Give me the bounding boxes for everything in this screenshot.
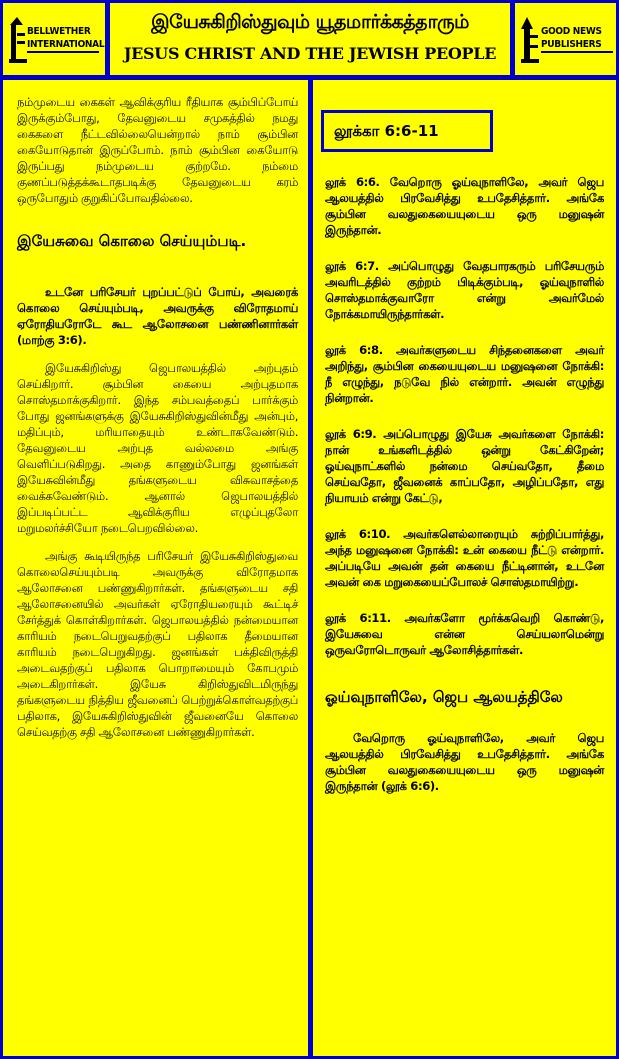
bellwether-logo-icon [9,17,27,63]
body-paragraph-2: இயேசுகிறிஸ்து ஜெபாலயத்தில் அற்புதம் செய்கிறார். சூம்பின கையை அற்புதமாக சொஸ்தமாக்குகிறார். இந்த சம்பவத்தைப் பார்க்கும் போது ஜனங்களுக்கு இயேசுகிறிஸ்துவின்மீது அன்பும், மதிப்பும், மரியாதையும் உண்டாகவேண்டும். தேவனுடைய அற்புத வல்லமை அங்கு வெளிப்படுகிறது. அதை காணும்போது ஜனங்கள் இயேசுவின்மீது தங்களுடைய விசுவாசத்தை வைக்கவேண்டும். ஆனால் ஜெபாலயத்தில் இப்படிப்பட்ட ஆவிக்குரிய எழுப்புதலோ மறுமலர்ச்சியோ நடைபெறவில்லை. [17,361,298,535]
section-heading: இயேசுவை கொலை செய்யும்படி. [17,232,247,250]
verse-6-7: லூக் 6:7. அப்பொழுது வேதபாரகரும் பரிசேயரும் அவரிடத்தில் குற்றம் பிடிக்கும்படி, ஓய்வுநாளில் சொஸ்தமாக்குவாரோ என்று அவர்மேல் நோக்கமாயிருந்தார்கள். [325,259,604,321]
right-logo-line2: PUBLISHERS [541,39,602,50]
title-english: JESUS CHRIST AND THE JEWISH PEOPLE [123,44,497,63]
page-header [110,3,510,75]
title-tamil: இயேசுகிறிஸ்துவும் யூதமார்க்கத்தாரும் [151,11,469,33]
closing-quote: வேறொரு ஓய்வுநாளிலே, அவர் ஜெப ஆலயத்தில் பிரவேசித்து உபதேசித்தார். அங்கே சூம்பின வலதுகையையுடைய ஒரு மனுஷன் இருந்தான் (லூக் 6:6). [325,731,604,793]
right-column [313,80,616,1056]
right-logo-line1: GOOD NEWS [541,26,602,37]
verse-6-10: லூக் 6:10. அவர்களெல்லாரையும் சுற்றிப்பார்த்து, அந்த மனுஷனை நோக்கி: உன் கையை நீட்டு என்றார். அப்படியே அவன் தன் கையை நீட்டினான், உடனே அவன் கை மறுகையைப்போலச் சொஸ்தமாயிற்று. [325,527,604,589]
good-news-logo-icon [521,17,539,63]
left-logo-line1: BELLWETHER [27,26,91,37]
left-column [3,80,308,1056]
scripture-quote: உடனே பரிசேயர் புறப்பட்டுப் போய், அவரைக் கொலை செய்யும்படி, அவருக்கு விரோதமாய் ஏரோதியரோடே கூட ஆலோசனை பண்ணினார்கள் (மாற்கு 3:6). [17,285,298,347]
verse-6-8: லூக் 6:8. அவர்களுடைய சிந்தனைகளை அவர் அறிந்து, சூம்பின கையையுடைய மனுஷனை நோக்கி: நீ எழுந்து, நடுவே நில் என்றார். அவன் எழுந்து நின்றான். [325,343,604,405]
scripture-reference: லூக்கா 6:6-11 [321,110,493,152]
verse-6-11: லூக் 6:11. அவர்களோ மூர்க்கவெறி கொண்டு, இயேசுவை என்ன செய்யலாமென்று ஒருவரோடொருவர் ஆலோசித்தார்கள். [325,611,604,657]
publisher-logo-left [3,3,105,75]
intro-paragraph: நம்முடைய கைகள் ஆவிக்குரிய ரீதியாக சூம்பிப்போய் இருக்கும்போது, தேவனுடைய சமுகத்தில் நமது கைகளை நீட்டவில்லையென்றால் நாம் சூம்பின கையோடுதான் இருப்போம். நாம் சூம்பின கையோடு இருப்பது நம்முடைய குற்றமே. நம்மை குணப்படுத்தக்கூடாதபடிக்கு தேவனுடைய கரம் ஒருபோதும் குறுகிப்போவதில்லை. [17,95,298,205]
verse-6-9: லூக் 6:9. அப்பொழுது இயேசு அவர்களை நோக்கி: நான் உங்களிடத்தில் ஒன்று கேட்கிறேன்; ஓய்வுநாட்களில் நன்மை செய்வதோ, தீமை செய்வதோ, ஜீவனைக் காப்பதோ, அழிப்பதோ, எது நியாயம் என்று கேட்டு, [325,427,604,505]
right-section-heading: ஓய்வுநாளிலே, ஜெப ஆலயத்திலே [325,688,563,706]
left-logo-line2: INTERNATIONAL [27,39,105,50]
publisher-logo-right [515,3,616,75]
body-paragraph-3: அங்கு கூடியிருந்த பரிசேயர் இயேசுகிறிஸ்துவை கொலைசெய்யும்படி அவருக்கு விரோதமாக ஆலோசனை பண்ணுகிறார்கள். தங்களுடைய சதி ஆலோசனையில் அவர்கள் ஏரோதியரையும் கூட்டிச் சேர்த்துக் கொள்கிறார்கள். ஜெபாலயத்தில் நன்மையான காரியம் நடைபெறுவதற்குப் பதிலாக தீமையான காரியம் நடைபெறுகிறது. ஜனங்கள் பக்திவிருத்தி அடைவதற்குப் பதிலாக பொறாமையும் கோபமும் அடைகிறார்கள். இயேசு கிறிஸ்துவிடமிருந்து தங்களுடைய நித்திய ஜீவனைப் பெற்றுக்கொள்வதற்குப் பதிலாக, இயேசுகிறிஸ்துவின் ஜீவனையே கொலை செய்வதற்கு சதி ஆலோசனை பண்ணுகிறார்கள். [17,549,298,739]
verse-6-6: லூக் 6:6. வேறொரு ஓய்வுநாளிலே, அவர் ஜெப ஆலயத்தில் பிரவேசித்து உபதேசித்தார். அங்கே சூம்பின வலதுகையையுடைய ஒரு மனுஷன் இருந்தான். [325,175,604,237]
